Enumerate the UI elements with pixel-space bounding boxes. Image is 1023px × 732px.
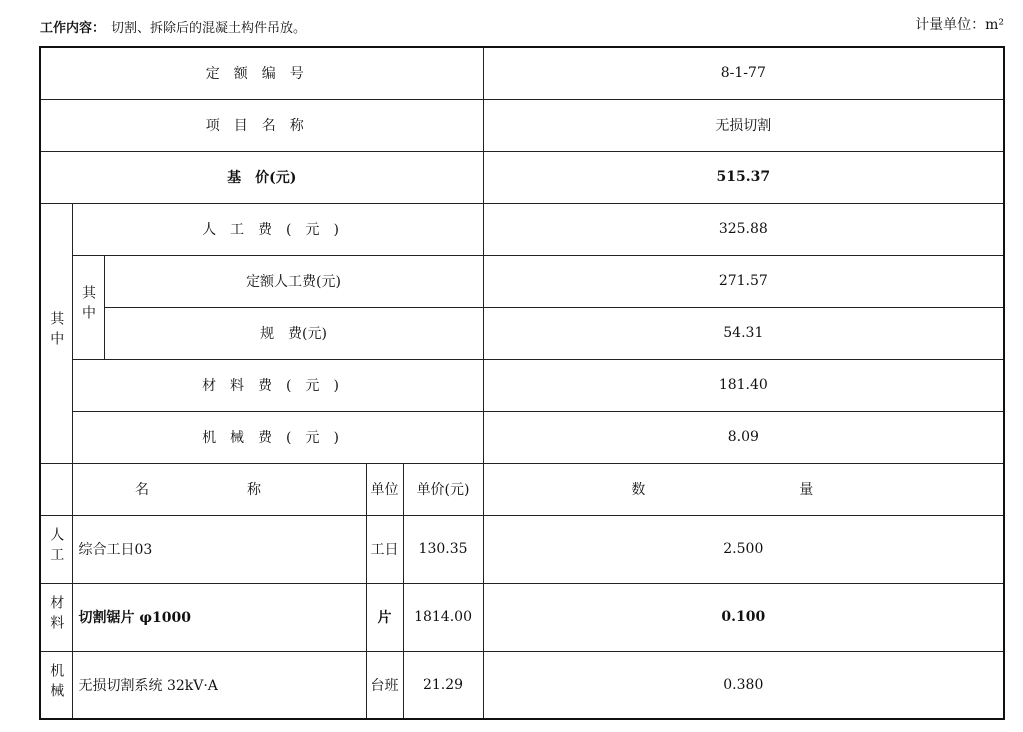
work-content-line [40,17,306,36]
machine-cost-value: 8.09 [483,411,1004,463]
resource-name: 无损切割系统 32kV·A [72,651,366,719]
item-name-value: 无损切割 [483,99,1004,151]
fee-label: 规 费(元) [104,307,483,359]
resource-category: 人工 [40,515,72,583]
material-cost-label: 材料费(元) [72,359,483,411]
resource-unit: 工日 [366,515,403,583]
resource-quantity: 0.100 [483,583,1004,651]
labor-cost-label: 人工费(元) [72,203,483,255]
quota-table [39,46,1005,720]
category-header-cell [40,463,72,515]
item-name-label: 项目名称 [40,99,483,151]
labor-cost-row [40,203,1004,255]
material-cost-value: 181.40 [483,359,1004,411]
resource-category: 机械 [40,651,72,719]
machine-cost-label: 机械费(元) [72,411,483,463]
resource-unit: 片 [366,583,403,651]
resource-row-material [40,583,1004,651]
quantity-column-header: 数 量 [483,463,1004,515]
quota-labor-label: 定额人工费(元) [104,255,483,307]
resource-unit: 台班 [366,651,403,719]
qizhong-inner-label: 其中 [80,285,96,325]
work-content-text: 切割、拆除后的混凝土构件吊放。 [111,21,307,36]
resource-quantity: 0.380 [483,651,1004,719]
fee-row [40,307,1004,359]
resource-category: 材料 [40,583,72,651]
resource-header-row [40,463,1004,515]
resource-quantity: 2.500 [483,515,1004,583]
resource-unit-price: 21.29 [403,651,483,719]
resource-row-machine [40,651,1004,719]
labor-cost-value: 325.88 [483,203,1004,255]
measure-unit: 计量单位：m² [915,17,1004,33]
quota-labor-value: 271.57 [483,255,1004,307]
quota-number-row [40,47,1004,99]
quota-number-label: 定额编号 [40,47,483,99]
resource-unit-price: 1814.00 [403,583,483,651]
unit-price-column-header: 单价(元) [403,463,483,515]
qizhong-outer-label: 其中 [48,311,65,351]
resource-unit-price: 130.35 [403,515,483,583]
qizhong-inner-cell [72,255,104,359]
resource-row-labor [40,515,1004,583]
work-content-label: 工作内容： [40,21,106,36]
material-cost-row [40,359,1004,411]
unit-column-header: 单位 [366,463,403,515]
quota-labor-row [40,255,1004,307]
base-price-value: 515.37 [483,151,1004,203]
machine-cost-row [40,411,1004,463]
base-price-row [40,151,1004,203]
resource-name: 综合工日03 [72,515,366,583]
item-name-row [40,99,1004,151]
qizhong-outer-cell [40,203,72,463]
fee-value: 54.31 [483,307,1004,359]
name-column-header: 名 称 [72,463,366,515]
quota-number-value: 8-1-77 [483,47,1004,99]
base-price-label: 基 价(元) [40,151,483,203]
resource-name: 切割锯片 φ1000 [72,583,366,651]
